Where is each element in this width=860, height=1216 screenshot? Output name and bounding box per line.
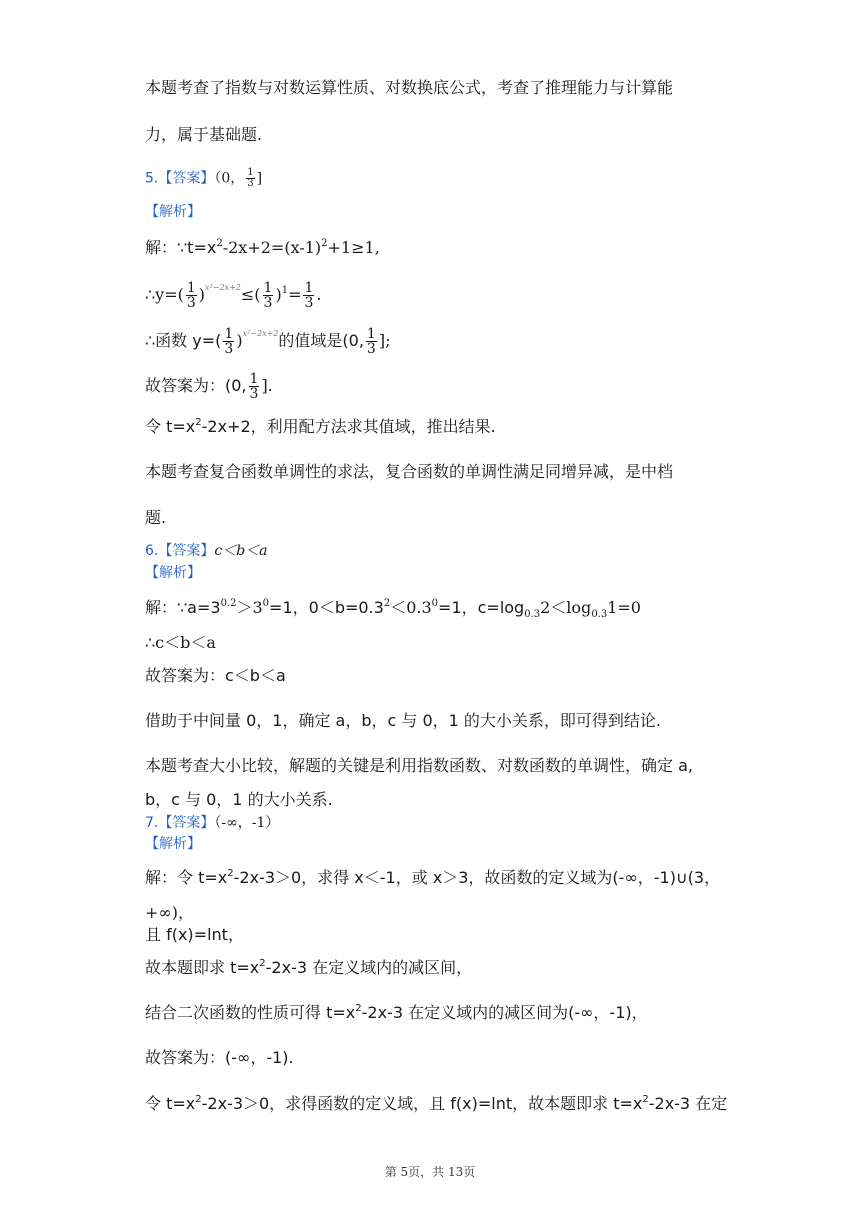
q6-step3: 故答案为：c＜b＜a <box>145 666 286 685</box>
q6-summary-line2: b，c 与 0，1 的大小关系. <box>145 790 333 809</box>
q7-step2: 且 f(x)=lnt， <box>145 925 244 944</box>
q5-analysis-label: 【解析】 <box>145 204 201 220</box>
q6-analysis-label: 【解析】 <box>145 565 201 581</box>
page-footer: 第 5页，共 13页 <box>384 1165 476 1179</box>
q6-summary-line1: 本题考查大小比较，解题的关键是利用指数函数、对数函数的单调性，确定 a, <box>145 756 693 775</box>
q4-summary-line1: 本题考查了指数与对数运算性质、对数换底公式，考查了推理能力与计算能 <box>145 78 674 97</box>
q7-answer-label: 7.【答案】 <box>145 815 215 831</box>
q7-step4: 结合二次函数的性质可得 $t=x^2-2x-3$ 在定义域内的减区间为(-∞，-1)， <box>145 1003 648 1022</box>
q5-answer-value: （0， <box>214 170 245 187</box>
q5-answer-label: 5.【答案】 <box>145 170 215 187</box>
q5-step2: ∴y=( $\frac{1}{3}$ )$^{x^2-2x+2}$≤( $\frac{1}{3}$ )$^1$= $\frac{1}{3}$ . <box>145 280 322 311</box>
q4-summary-line2: 力，属于基础题. <box>145 125 263 144</box>
q7-method: 令 $t=x^2-2x-3>0$，求得函数的定义域，且 f(x)=lnt，故本题即求 $t=x^2-2x-3$ 在定 <box>145 1094 728 1113</box>
q5-step3: ∴函数 y=( $\frac{1}{3}$ )$^{x^2-2x+2}$的值域是(0, $\frac{1}{3}$ ]; <box>145 326 391 357</box>
q5-summary-line2: 题. <box>145 508 167 527</box>
q5-step4: 故答案为：(0, $\frac{1}{3}$ ]. <box>145 371 273 402</box>
q7-step3: 故本题即求 $t=x^2-2x-3$ 在定义域内的减区间， <box>145 958 473 977</box>
q7-step1: 解：令 $t=x^2-2x-3>0$，求得 x＜-1，或 x＞3，故函数的定义域为(-∞，-1)∪(3， <box>145 868 721 887</box>
q5-answer: 5.【答案】（0， $\frac{1}{3}$ ] <box>145 167 263 189</box>
q7-analysis-label: 【解析】 <box>145 836 201 852</box>
q5-summary-line1: 本题考查复合函数单调性的求法，复合函数的单调性满足同增异减，是中档 <box>145 462 674 481</box>
q5-method: 令 $t=x^2-2x+2$，利用配方法求其值域，推出结果. <box>145 417 496 436</box>
q5-step1: 解：$\because t=x^2-2x+2=(x-1)^2+1\ge 1$, <box>145 238 380 257</box>
q6-step1: 解：$\because a=3^{0.2}>3^0=1$，$0<b=0.3^2<0.3^0=1$，$c=\log_{0.3}2<\log_{0.3}1=0$ <box>145 598 641 620</box>
q7-answer-value: （-∞，-1） <box>214 815 280 831</box>
q6-method: 借助于中间量 0，1，确定 a，b，c 与 0，1 的大小关系，即可得到结论. <box>145 711 661 730</box>
q6-answer-label: 6.【答案】 <box>145 543 215 559</box>
q6-answer <box>145 541 268 561</box>
q6-answer-value: c＜b＜a <box>214 543 268 559</box>
q6-step2: ∴c＜b＜a <box>145 633 216 652</box>
q7-step5: 故答案为：(-∞，-1). <box>145 1048 294 1067</box>
q7-step1-cont: +∞)， <box>145 903 194 922</box>
q5-answer-fraction: $\frac{1}{3}$ <box>247 167 254 189</box>
q7-answer <box>145 813 279 833</box>
